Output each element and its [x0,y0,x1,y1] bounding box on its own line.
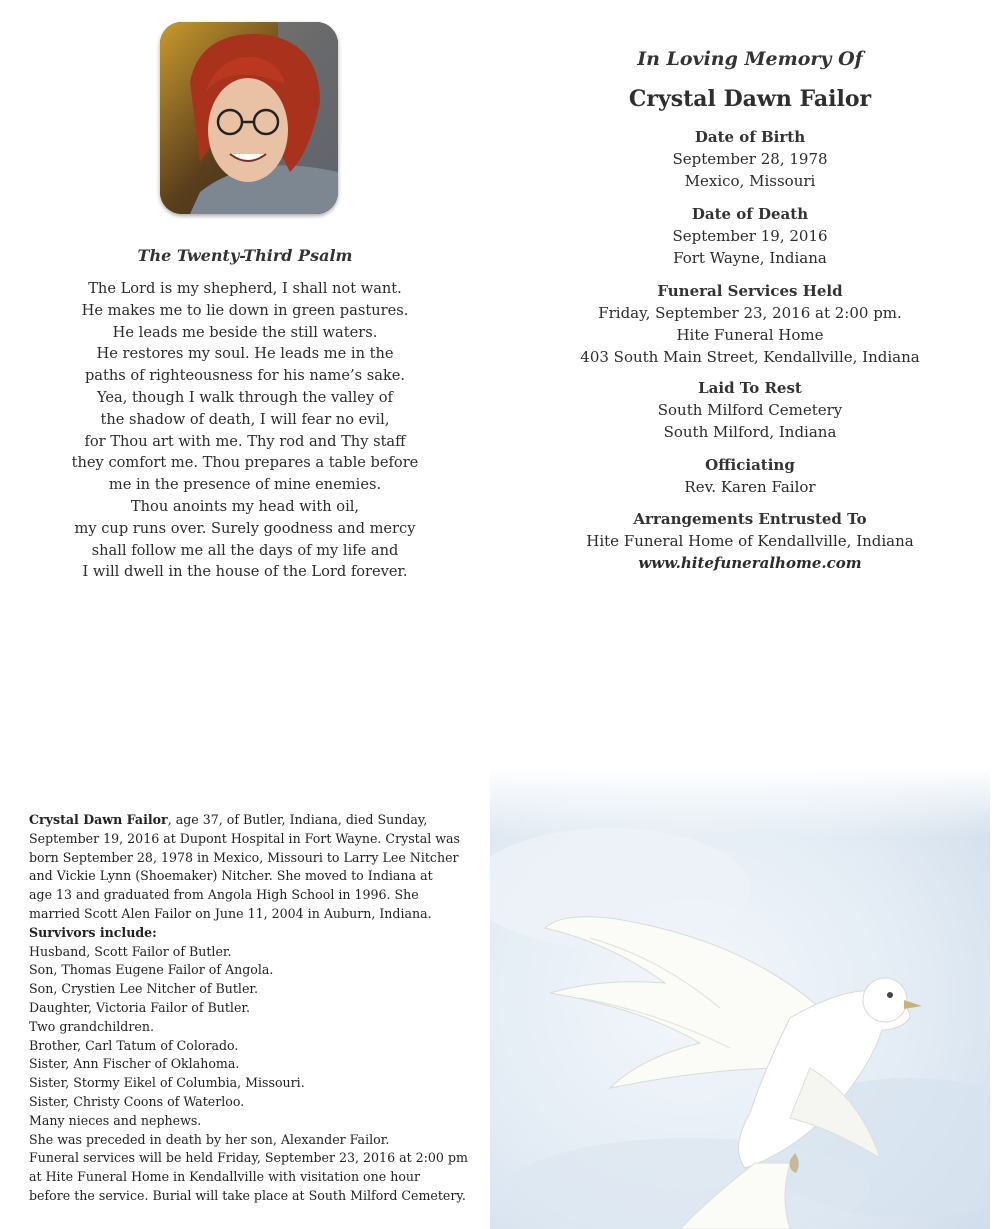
dove-illustration [490,768,990,1229]
birth-date: September 28, 1978 [672,150,828,168]
survivor-line: She was preceded in death by her son, Alexander Failor. [29,1131,390,1147]
portrait-image [160,22,338,214]
psalm-line: Yea, though I walk through the valley of [97,388,393,406]
obituary-name: Crystal Dawn Failor [29,812,168,827]
birth-section [560,126,940,192]
deceased-name: Crystal Dawn Failor [628,86,872,112]
obituary-first-line-rest: , age 37, of Butler, Indiana, died Sunday, [167,812,428,827]
funeral-section [560,280,940,368]
psalm-line: the shadow of death, I will fear no evil, [100,410,390,428]
obituary-line: September 19, 2016 at Dupont Hospital in Fort Wayne. Crystal was [29,830,461,846]
psalm-line: they comfort me. Thou prepares a table before [71,454,419,472]
psalm-line: shall follow me all the days of my life and [91,541,399,559]
funeral-address: 403 South Main Street, Kendallville, Indiana [580,348,920,366]
arrangements-label: Arrangements Entrusted To [633,510,867,528]
death-place: Fort Wayne, Indiana [673,249,827,267]
psalm-line: Thou anoints my head with oil, [130,497,360,515]
officiant-name: Rev. Karen Failor [684,478,816,496]
survivor-line: at Hite Funeral Home in Kendallville with visitation one hour [29,1169,421,1185]
survivor-line: Many nieces and nephews. [29,1112,202,1128]
psalm-line: me in the presence of mine enemies. [108,476,382,494]
psalm-line: my cup runs over. Surely goodness and mercy [74,519,416,537]
funeral-home: Hite Funeral Home of Kendallville, Indiana [586,532,914,550]
survivor-line: Sister, Ann Fischer of Oklahoma. [29,1056,240,1072]
survivor-line: Daughter, Victoria Failor of Butler. [29,999,251,1015]
birth-place: Mexico, Missouri [684,172,816,190]
death-section [560,203,940,269]
psalm-line: He makes me to lie down in green pastures. [81,301,409,319]
obituary-first-line [29,811,469,830]
dove-icon [490,768,990,1229]
officiating-label: Officiating [705,456,795,474]
survivors-heading-text: Survivors include: [29,924,157,940]
psalm-line: The Lord is my shepherd, I shall not want. [88,280,402,297]
obituary-line: and Vickie Lynn (Shoemaker) Nitcher. She moved to Indiana at [29,868,433,884]
memorial-heading: In Loving Memory Of [637,48,863,70]
funeral-venue: Hite Funeral Home [676,326,824,344]
survivor-line: Husband, Scott Failor of Butler. [29,943,232,959]
psalm-line: for Thou art with me. Thy rod and Thy staff [84,432,406,450]
survivor-line: Sister, Stormy Eikel of Columbia, Missouri. [29,1075,305,1091]
survivors-heading [29,924,469,943]
arrangements-section [560,508,940,574]
portrait-photo [160,22,338,214]
birth-label: Date of Birth [694,128,806,146]
survivor-line: Son, Thomas Eugene Failor of Angola. [29,962,274,978]
rest-section [560,377,940,443]
obituary-line: born September 28, 1978 in Mexico, Missouri to Larry Lee Nitcher [29,849,459,865]
survivor-line: Brother, Carl Tatum of Colorado. [29,1037,239,1053]
survivor-line: before the service. Burial will take place at South Milford Cemetery. [29,1187,466,1203]
survivor-line: Funeral services will be held Friday, September 23, 2016 at 2:00 pm [29,1150,468,1166]
obituary-line: married Scott Alen Failor on June 11, 2004 in Auburn, Indiana. [29,905,432,921]
obituary [29,811,469,1206]
rest-place: South Milford, Indiana [663,423,837,441]
death-date: September 19, 2016 [672,227,828,245]
funeral-datetime: Friday, September 23, 2016 at 2:00 pm. [598,304,902,322]
survivor-line: Two grandchildren. [29,1018,154,1034]
survivor-line: Son, Crystien Lee Nitcher of Butler. [29,981,259,997]
psalm-line: He leads me beside the still waters. [112,323,378,341]
officiating-section [560,454,940,498]
rest-cemetery: South Milford Cemetery [657,401,843,419]
obituary-line: age 13 and graduated from Angola High School in 1996. She [29,887,419,903]
psalm-title: The Twenty-Third Psalm [137,246,353,265]
psalm-line: He restores my soul. He leads me in the [96,345,394,363]
rest-label: Laid To Rest [698,379,802,397]
psalm-text [40,278,450,583]
psalm-line: paths of righteousness for his name’s sake. [84,367,406,385]
funeral-label: Funeral Services Held [657,282,843,300]
funeral-home-website[interactable]: www.hitefuneralhome.com [638,554,862,572]
death-label: Date of Death [691,205,809,223]
survivor-line: Sister, Christy Coons of Waterloo. [29,1093,245,1109]
psalm-line: I will dwell in the house of the Lord forever. [82,563,408,581]
